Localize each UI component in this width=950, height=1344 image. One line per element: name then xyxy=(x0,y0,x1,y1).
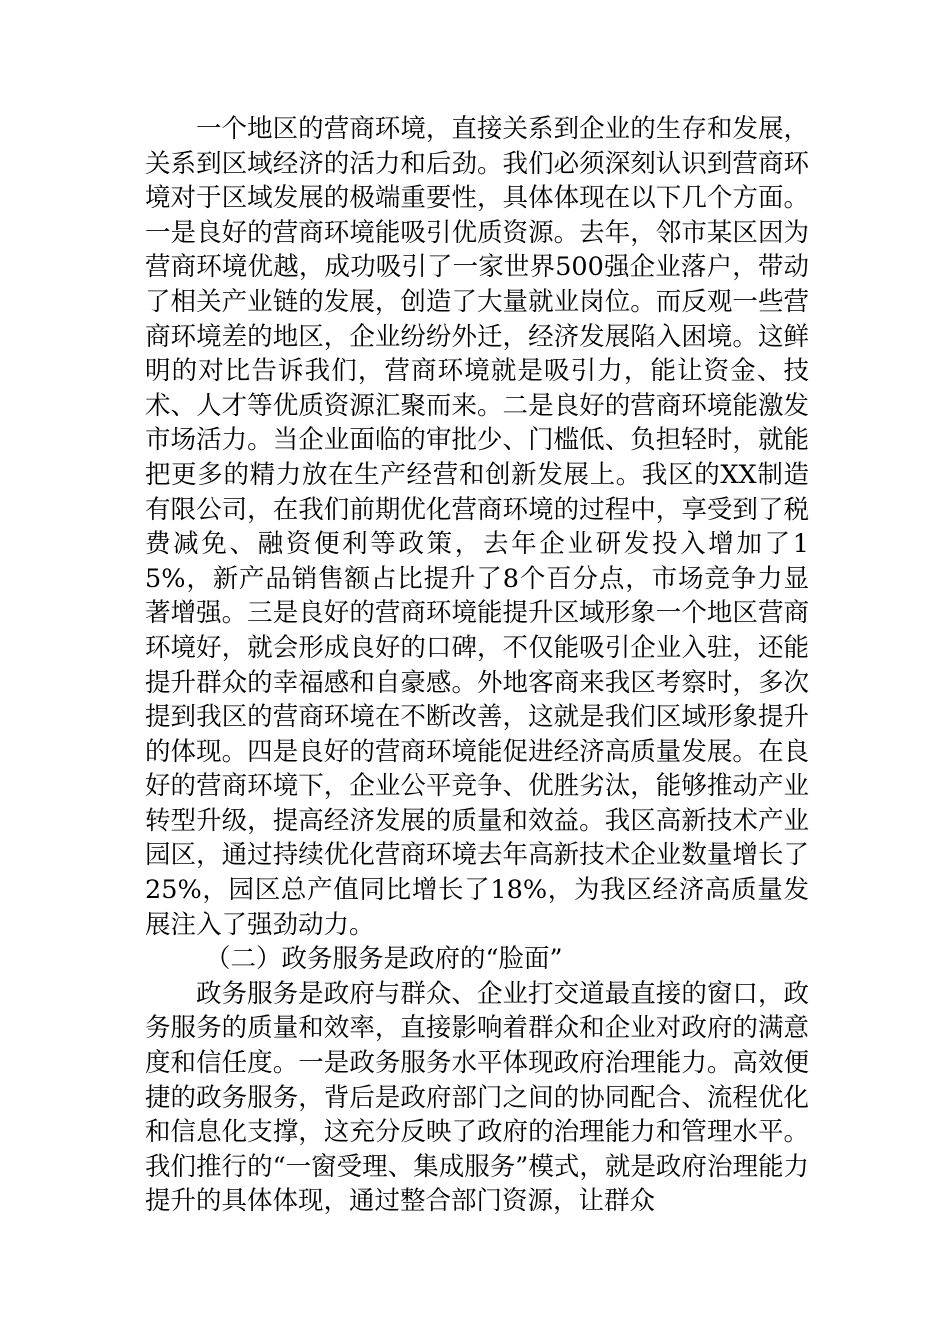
document-page xyxy=(145,112,809,1219)
body-paragraph-1: 一个地区的营商环境，直接关系到企业的生存和发展，关系到区域经济的活力和后劲。我们必须深刻认识到营商环境对于区域发展的极端重要性，具体体现在以下几个方面。一是良好的营商环境能吸引优质资源。去年，邻市某区因为营商环境优越，成功吸引了一家世界500强企业落户，带动了相关产业链的发展，创造了大量就业岗位。而反观一些营商环境差的地区，企业纷纷外迁，经济发展陷入困境。这鲜明的对比告诉我们，营商环境就是吸引力，能让资金、技术、人才等优质资源汇聚而来。二是良好的营商环境能激发市场活力。当企业面临的审批少、门槛低、负担轻时，就能把更多的精力放在生产经营和创新发展上。我区的XX制造有限公司，在我们前期优化营商环境的过程中，享受到了税费减免、融资便利等政策，去年企业研发投入增加了15%，新产品销售额占比提升了8个百分点，市场竞争力显著增强。三是良好的营商环境能提升区域形象一个地区营商环境好，就会形成良好的口碑，不仅能吸引企业入驻，还能提升群众的幸福感和自豪感。外地客商来我区考察时，多次提到我区的营商环境在不断改善，这就是我们区域形象提升的体现。四是良好的营商环境能促进经济高质量发展。在良好的营商环境下，企业公平竞争、优胜劣汰，能够推动产业转型升级，提高经济发展的质量和效益。我区高新技术产业园区，通过持续优化营商环境去年高新技术企业数量增长了25%，园区总产值同比增长了18%，为我区经济高质量发展注入了强劲动力。 xyxy=(145,114,809,940)
body-paragraph-2: 政务服务是政府与群众、企业打交道最直接的窗口，政务服务的质量和效率，直接影响着群众和企业对政府的满意度和信任度。一是政务服务水平体现政府治理能力。高效便捷的政务服务，背后是政府部门之间的协同配合、流程优化和信息化支撑，这充分反映了政府的治理能力和管理水平。我们推行的“一窗受理、集成服务”模式，就是政府治理能力提升的具体体现，通过整合部门资源，让群众 xyxy=(145,978,809,1217)
section-heading: （二）政务服务是政府的“脸面” xyxy=(205,944,563,975)
